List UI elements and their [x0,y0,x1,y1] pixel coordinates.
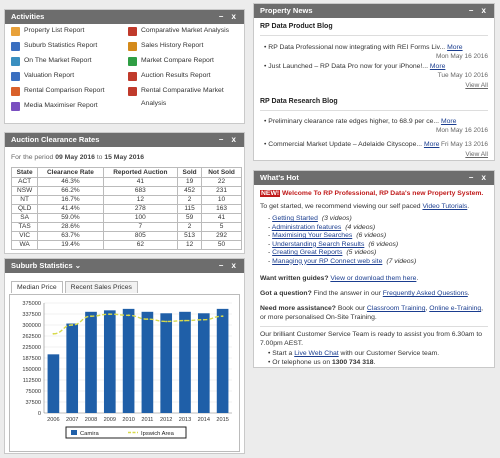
table-cell: 5 [202,223,242,232]
news-item: • RP Data Professional now integrating with REI Forms Liv... More [264,44,463,51]
intro-text: To get started, we recommend viewing our self paced Video Tutorials. [260,203,470,210]
table-cell: 100 [103,214,178,223]
more-link[interactable]: More [429,63,446,70]
table-cell: 22 [202,178,242,187]
media-icon [11,102,20,111]
tutorial-link[interactable]: Understanding Search Results [272,240,365,248]
video-tutorials-link[interactable]: Video Tutorials [422,203,468,210]
view-all-link[interactable]: View All [465,82,488,89]
x-tick-label: 2013 [178,417,192,423]
panel-header [254,4,494,18]
panel-title: Property News [260,6,313,15]
assist-line-2: or more personalised On-Site Training. [260,314,377,321]
x-tick-label: 2009 [103,417,117,423]
panel-controls[interactable]: – x [468,6,489,15]
bar-camira-2011 [142,312,154,413]
gavel-icon [128,72,137,81]
table-cell: 115 [178,205,202,214]
table-cell: 19.4% [38,241,103,250]
activities-panel [4,9,245,124]
phone-number: 1300 734 318 [331,359,374,366]
activity-link[interactable]: Market Compare Report [128,57,214,66]
table-row [12,178,242,187]
news-date: Mon May 16 2016 [435,127,488,134]
table-cell: 66.2% [38,187,103,196]
chevron-down-icon[interactable]: ⌄ [74,261,82,270]
tutorial-item: - Understanding Search Results (6 videos) [268,240,399,248]
table-cell: NT [12,196,38,205]
faq-line: Got a question? Find the answer in our Frequently Asked Questions. [260,290,470,297]
table-cell: 59.0% [38,214,103,223]
panel-title: Suburb Statistics [11,261,73,270]
x-tick-label: 2015 [216,417,229,423]
table-cell: ACT [12,178,38,187]
x-tick-label: 2014 [197,417,211,423]
activity-link[interactable]: Suburb Statistics Report [11,42,97,51]
more-link[interactable]: More [423,141,440,148]
median-price-chart [9,294,240,452]
point-ipswich-2015 [222,315,224,317]
y-tick-label: 300000 [22,323,41,329]
panel-controls[interactable]: – x [468,173,489,182]
panel-header [5,10,244,24]
table-cell: 59 [178,214,202,223]
panel-header [5,133,244,147]
bar-camira-2012 [160,313,172,413]
table-cell: 62 [103,241,178,250]
y-tick-label: 150000 [22,367,41,373]
auction-table [11,167,242,250]
faq-link[interactable]: Frequently Asked Questions [382,290,468,297]
report-icon [11,27,20,36]
property-news-panel [253,3,495,161]
tab-median-price[interactable]: Median Price [11,281,63,293]
compare-icon [128,57,137,66]
divider [260,326,488,327]
chat-line: • Start a Live Web Chat with our Customer Service team. [268,350,440,357]
table-row [12,214,242,223]
bar-camira-2009 [104,310,116,413]
table-cell: 2 [178,196,202,205]
tutorial-count: (7 videos) [386,257,417,265]
tutorial-count: (4 videos) [345,223,376,231]
column-header: Not Sold [202,168,242,178]
news-item: • Preliminary clearance rate edges higher, to 68.9 per ce... More [264,118,457,125]
classroom-training-link[interactable]: Classroom Training [366,305,426,312]
table-cell: TAS [12,223,38,232]
column-header: State [12,168,38,178]
x-tick-label: 2006 [47,417,60,423]
y-tick-label: 187500 [22,356,41,362]
table-cell: SA [12,214,38,223]
tutorial-link[interactable]: Managing your RP Connect web site [272,257,383,265]
y-tick-label: 37500 [25,400,41,406]
activity-link[interactable]: On The Market Report [11,57,92,66]
point-ipswich-2011 [147,318,149,320]
tutorial-link[interactable]: Getting Started [272,215,318,222]
x-tick-label: 2010 [122,417,135,423]
panel-controls[interactable]: – x [218,261,239,270]
table-cell: 50 [202,241,242,250]
point-ipswich-2007 [71,324,73,326]
phone-line: • Or telephone us on 1300 734 318. [268,359,376,366]
live-chat-link[interactable]: Live Web Chat [294,350,339,357]
y-tick-label: 225000 [22,345,41,351]
activity-link[interactable]: Rental Comparative Market Analysis [128,87,224,107]
bar-camira-2008 [85,312,97,413]
support-text-2: 7.00pm AEST. [260,340,304,347]
table-cell: 7 [103,223,178,232]
table-cell: 12 [103,196,178,205]
tutorial-link[interactable]: Maximising Your Searches [272,232,353,239]
news-item: • Just Launched – RP Data Pro now for your iPhone!... More [264,63,446,70]
tutorial-link[interactable]: Creating Great Reports [272,249,343,256]
table-cell: 46.3% [38,178,103,187]
table-row [12,187,242,196]
panel-title: Auction Clearance Rates [11,135,100,144]
table-row [12,232,242,241]
table-cell: 41 [202,214,242,223]
activity-link[interactable]: Property List Report [11,27,84,36]
table-cell: 805 [103,232,178,241]
cma-icon [128,27,137,36]
suburb-statistics-panel [4,258,245,454]
rental-icon [11,87,20,96]
x-tick-label: 2011 [141,417,154,423]
table-cell: 292 [202,232,242,241]
activity-link[interactable]: Rental Comparison Report [11,87,104,96]
tab-recent-sales-prices[interactable]: Recent Sales Prices [65,281,138,293]
table-cell: 41 [103,178,178,187]
auction-period: For the period 09 May 2016 to 15 May 2016 [11,154,145,161]
tutorial-item: - Getting Started (3 videos) [268,215,352,222]
tutorial-item: - Administration features (4 videos) [268,223,376,231]
panel-title: What's Hot [260,173,299,182]
panel-controls[interactable]: – x [218,12,239,21]
table-cell: 41.4% [38,205,103,214]
panel-title: Activities [11,12,45,21]
activity-link[interactable]: Sales History Report [128,42,203,51]
tutorial-count: (6 videos) [356,232,387,239]
panel-header [254,171,494,185]
table-cell: 2 [178,223,202,232]
point-ipswich-2014 [203,319,205,321]
news-date: Fri May 13 2016 [441,141,488,148]
column-header: Sold [178,168,202,178]
point-ipswich-2012 [165,321,167,323]
table-cell: 452 [178,187,202,196]
column-header: Clearance Rate [38,168,103,178]
view-all-link[interactable]: View All [465,151,488,158]
panel-header [5,259,244,273]
point-ipswich-2013 [184,320,186,322]
divider [260,35,488,36]
whats-hot-panel [253,170,495,368]
table-row [12,241,242,250]
guides-line: Want written guides? View or download them here. [260,275,419,282]
point-ipswich-2006 [53,333,55,335]
headline: NEW! Welcome To RP Professional, RP Data's new Property System. [261,190,484,197]
table-cell: 12 [178,241,202,250]
bar-camira-2006 [48,354,60,413]
activity-link[interactable]: Comparative Market Analysis [128,27,229,36]
divider [260,110,488,111]
news-item: • Commercial Market Update – Adelaide Cityscope... More [264,141,440,148]
guides-link[interactable]: View or download them here [330,275,417,282]
bar-camira-2014 [198,313,210,413]
legend-label-ipswich: Ipswich Area [141,431,174,437]
tutorial-link[interactable]: Administration features [271,223,342,231]
table-row [12,223,242,232]
more-link[interactable]: More [447,44,463,51]
tutorial-item: - Creating Great Reports (5 videos) [268,249,377,256]
more-link[interactable]: More [440,118,457,125]
x-tick-label: 2012 [159,417,173,423]
car-icon [11,57,20,66]
table-cell: VIC [12,232,38,241]
activity-link[interactable]: Auction Results Report [128,72,211,81]
bar-camira-2015 [217,309,229,413]
tutorial-count: (5 videos) [346,249,377,256]
x-tick-label: 2007 [65,417,79,423]
bar-camira-2013 [179,312,191,413]
tutorial-count: (3 videos) [321,215,352,222]
online-training-link[interactable]: Online e-Training [429,305,482,312]
table-cell: 231 [202,187,242,196]
blog-heading: RP Data Research Blog [260,98,338,105]
table-row [12,205,242,214]
search-icon [128,42,137,51]
point-ipswich-2008 [90,315,92,317]
table-cell: 683 [103,187,178,196]
y-tick-label: 112500 [22,378,41,384]
tutorial-item: - Managing your RP Connect web site (7 videos) [268,257,417,265]
x-tick-label: 2008 [84,417,98,423]
table-header-row [12,168,242,178]
bar-camira-2007 [66,324,78,413]
blog-heading: RP Data Product Blog [260,23,333,30]
legend-swatch-camira [71,430,77,435]
table-cell: NSW [12,187,38,196]
activity-link[interactable]: Valuation Report [11,72,74,81]
table-cell: WA [12,241,38,250]
point-ipswich-2009 [109,313,111,315]
tutorial-count: (6 videos) [368,240,399,248]
auction-panel [4,132,245,254]
panel-controls[interactable]: – x [218,135,239,144]
y-tick-label: 262500 [22,334,41,340]
y-tick-label: 0 [37,411,41,417]
table-cell: 16.7% [38,196,103,205]
table-cell: 10 [202,196,242,205]
table-cell: 513 [178,232,202,241]
y-tick-label: 337500 [22,312,41,318]
news-date: Tue May 10 2016 [437,72,488,79]
rental-cma-icon [128,87,137,96]
valuation-icon [11,72,20,81]
suburb-tabs [11,281,140,293]
y-tick-label: 375000 [22,301,41,307]
tutorial-item: - Maximising Your Searches (6 videos) [268,232,387,239]
legend-label-camira: Camira [80,431,99,437]
table-cell: 19 [178,178,202,187]
assist-line: Need more assistance? Book our Classroom Training, Online e-Training, [260,305,484,312]
support-text: Our brilliant Customer Service Team is ready to assist you from 6.30am to [260,331,482,338]
table-cell: 63.7% [38,232,103,241]
new-badge: NEW! [261,190,280,197]
table-cell: 278 [103,205,178,214]
table-cell: 28.6% [38,223,103,232]
activity-link[interactable]: Media Maximiser Report [11,102,98,111]
line-ipswich-area [53,314,222,334]
chart-icon [11,42,20,51]
point-ipswich-2010 [128,314,130,316]
bar-camira-2010 [123,309,135,413]
news-date: Mon May 16 2016 [435,53,488,60]
column-header: Reported Auction [103,168,178,178]
table-cell: 163 [202,205,242,214]
table-row [12,196,242,205]
y-tick-label: 75000 [25,389,41,395]
table-cell: QLD [12,205,38,214]
